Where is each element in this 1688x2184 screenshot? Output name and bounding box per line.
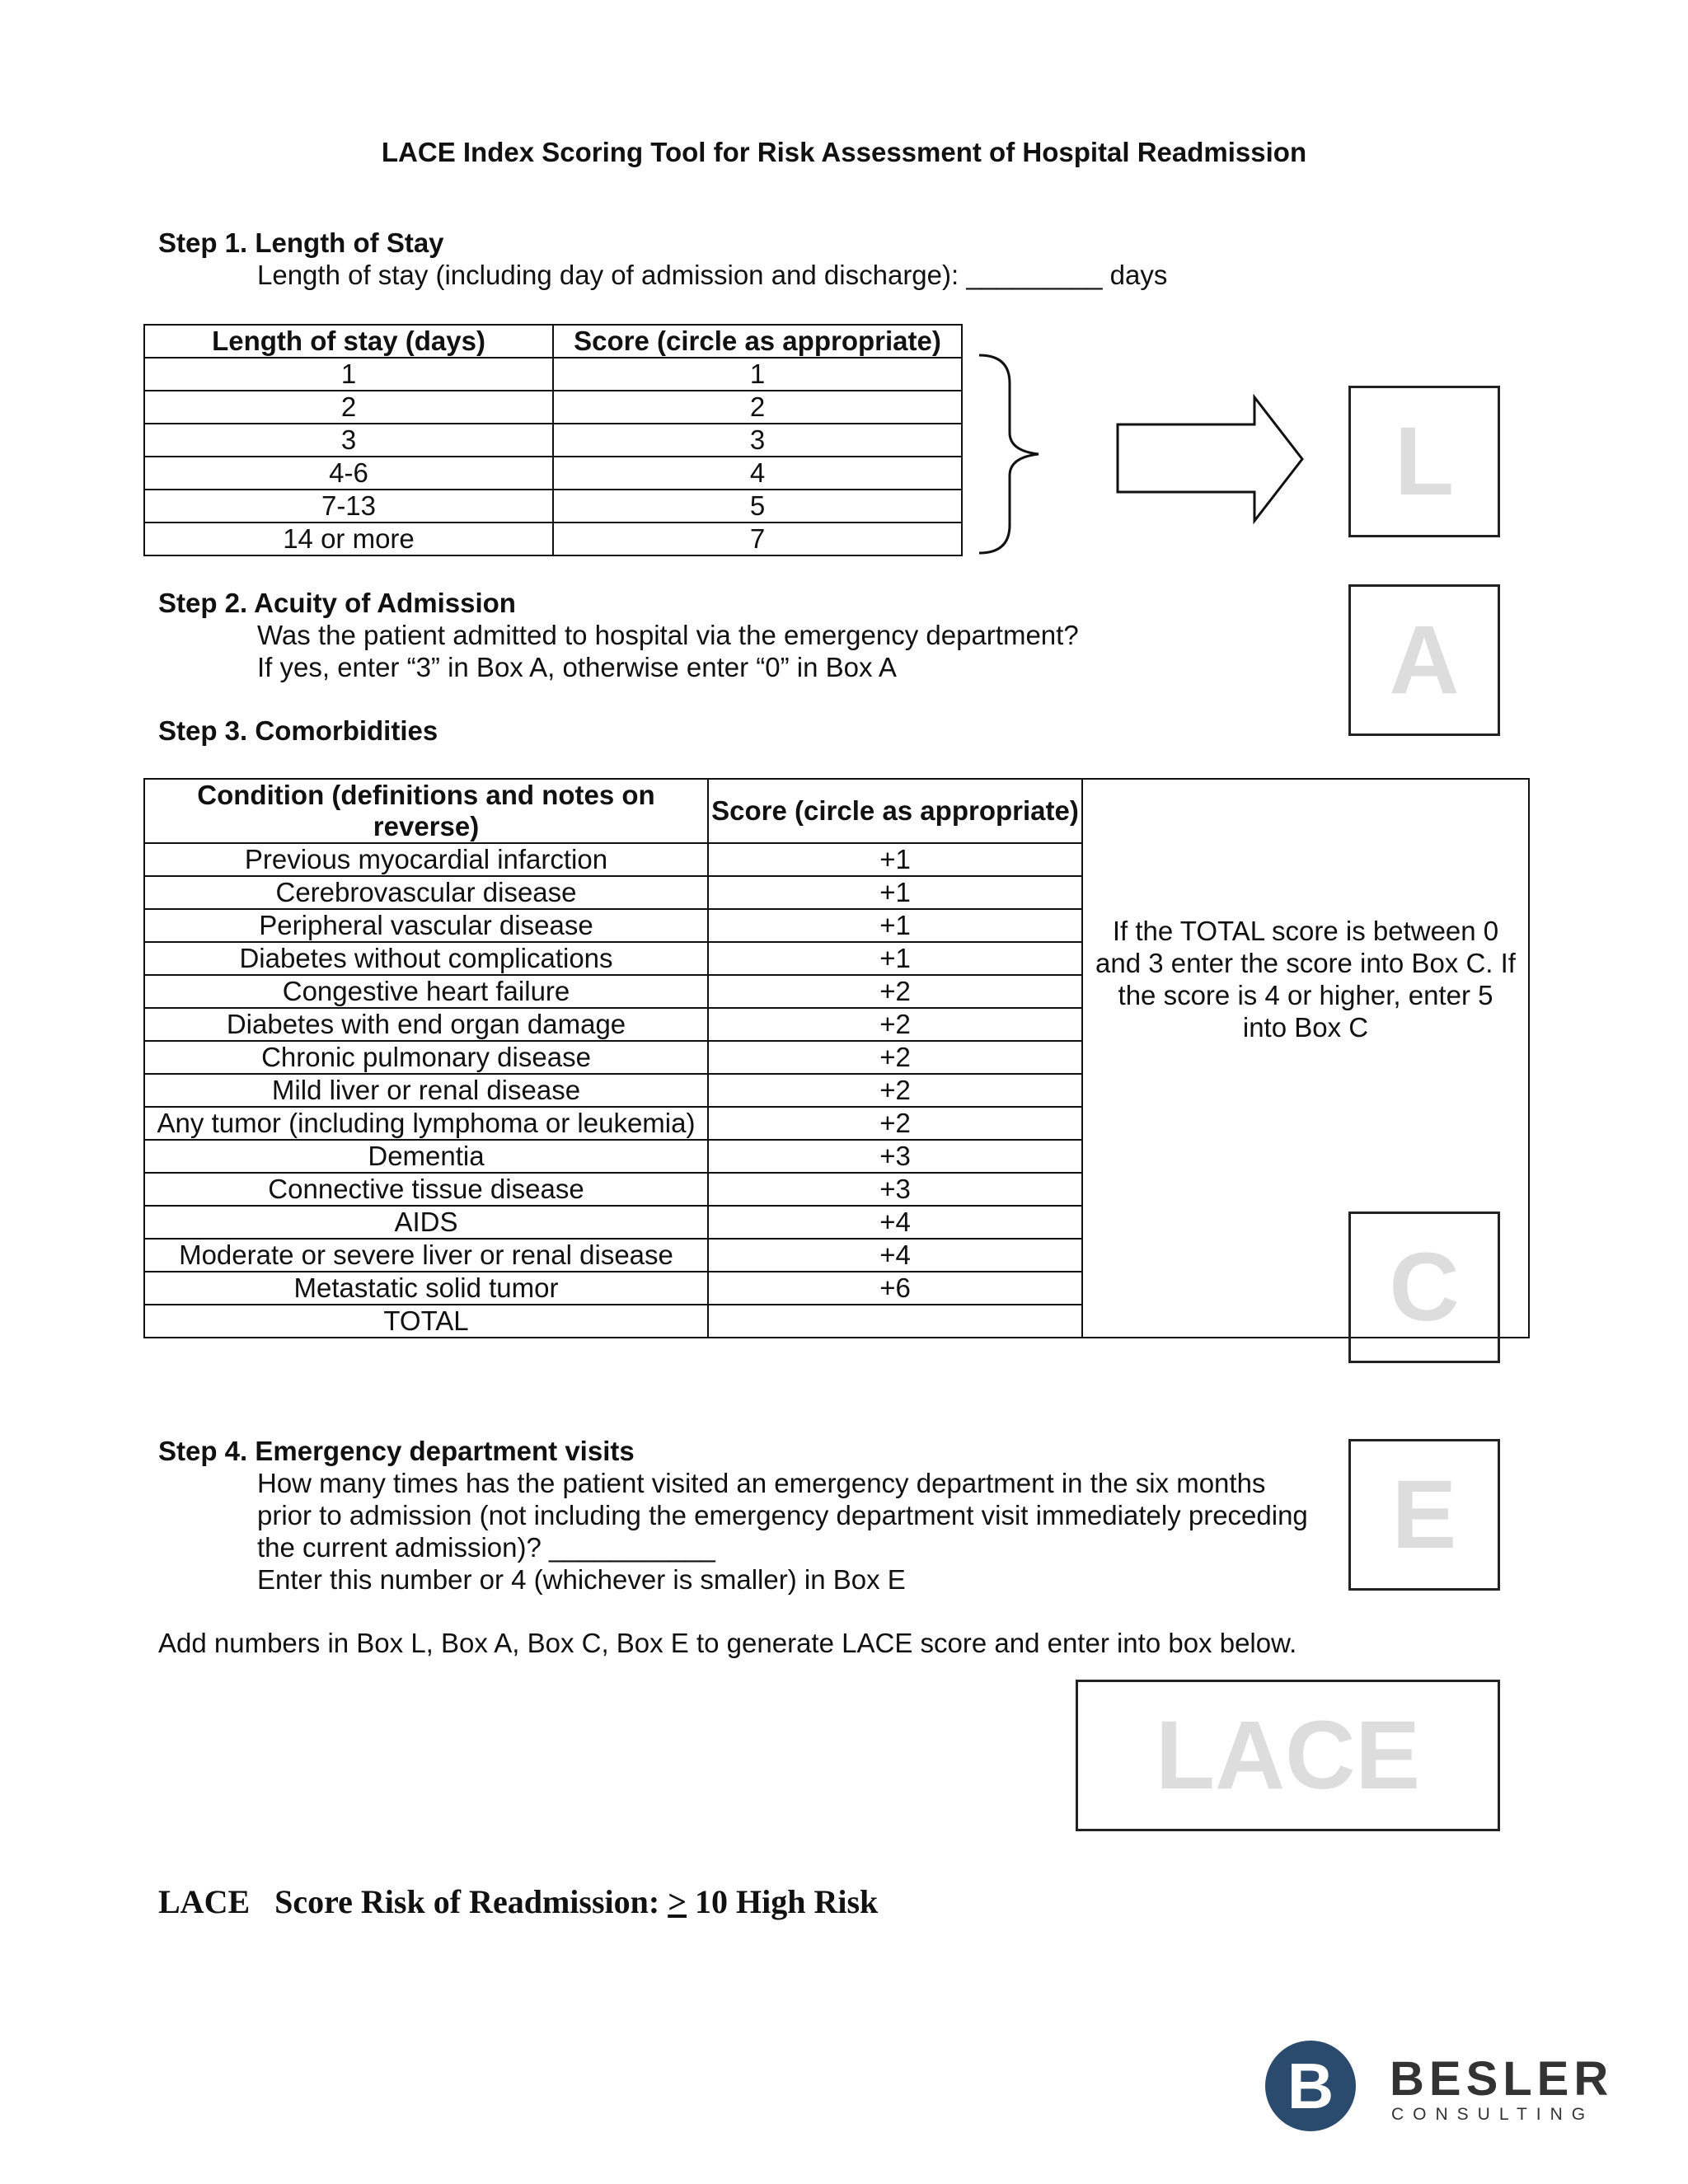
right-arrow-icon <box>1113 394 1306 526</box>
condition-cell: Diabetes without complications <box>144 942 708 975</box>
condition-cell: Any tumor (including lymphoma or leukemia) <box>144 1107 708 1140</box>
step1-prompt: Length of stay (including day of admission and discharge): _________ days <box>257 260 1168 290</box>
score-cell[interactable]: +3 <box>708 1140 1082 1173</box>
besler-logo-icon: B <box>1265 2041 1356 2131</box>
score-cell[interactable]: +2 <box>708 1107 1082 1140</box>
score-cell[interactable]: +2 <box>708 1074 1082 1107</box>
table-row <box>144 490 962 523</box>
condition-cell: Cerebrovascular disease <box>144 876 708 909</box>
box-l[interactable]: L <box>1348 386 1500 537</box>
step4-line1: How many times has the patient visited an emergency department in the six months <box>257 1468 1266 1498</box>
score-header: Score (circle as appropriate) <box>708 779 1082 843</box>
table-header-row <box>144 779 1529 843</box>
table-header-row <box>144 325 962 358</box>
los-header-score: Score (circle as appropriate) <box>553 325 962 358</box>
summary-instruction: Add numbers in Box L, Box A, Box C, Box E to generate LACE score and enter into box below. <box>158 1628 1297 1658</box>
los-days-cell: 7-13 <box>144 490 553 523</box>
condition-cell: Metastatic solid tumor <box>144 1272 708 1305</box>
step2-heading: Step 2. Acuity of Admission <box>158 588 516 618</box>
score-cell[interactable]: +1 <box>708 843 1082 876</box>
risk-footer-suffix: 10 High Risk <box>694 1883 879 1920</box>
curly-brace-icon <box>973 350 1055 556</box>
los-score-cell[interactable]: 7 <box>553 523 962 555</box>
step3-heading: Step 3. Comorbidities <box>158 715 438 746</box>
logo-tagline: CONSULTING <box>1391 2105 1595 2124</box>
condition-cell: Mild liver or renal disease <box>144 1074 708 1107</box>
los-days-cell: 14 or more <box>144 523 553 555</box>
condition-cell: Previous myocardial infarction <box>144 843 708 876</box>
los-header-days: Length of stay (days) <box>144 325 553 358</box>
length-of-stay-table <box>143 324 963 556</box>
step1-heading: Step 1. Length of Stay <box>158 227 444 258</box>
los-days-cell: 2 <box>144 391 553 424</box>
page-title: LACE Index Scoring Tool for Risk Assessment of Hospital Readmission <box>381 137 1307 167</box>
total-label: TOTAL <box>144 1305 708 1338</box>
step4-line4: Enter this number or 4 (whichever is smaller) in Box E <box>257 1564 906 1595</box>
los-score-cell[interactable]: 1 <box>553 358 962 391</box>
score-cell[interactable]: +2 <box>708 1008 1082 1041</box>
risk-footer <box>158 1882 878 1921</box>
condition-cell: Moderate or severe liver or renal disease <box>144 1239 708 1272</box>
los-days-cell: 4-6 <box>144 457 553 490</box>
step4-line2: prior to admission (not including the emergency department visit immediately preceding <box>257 1500 1308 1530</box>
los-score-cell[interactable]: 4 <box>553 457 962 490</box>
table-row <box>144 424 962 457</box>
score-cell[interactable]: +1 <box>708 942 1082 975</box>
box-c[interactable]: C <box>1348 1212 1500 1363</box>
los-score-cell[interactable]: 3 <box>553 424 962 457</box>
condition-cell: Connective tissue disease <box>144 1173 708 1206</box>
box-e[interactable]: E <box>1348 1439 1500 1591</box>
step2-instruction: If yes, enter “3” in Box A, otherwise enter “0” in Box A <box>257 652 897 682</box>
table-row <box>144 457 962 490</box>
score-cell[interactable]: +6 <box>708 1272 1082 1305</box>
risk-footer-prefix: LACE Score Risk of Readmission: <box>158 1883 660 1920</box>
logo-wordmark: BESLER <box>1390 2052 1614 2106</box>
box-c-instruction: If the TOTAL score is between 0 and 3 enter the score into Box C. If the score is 4 or higher, enter 5 into Box C <box>1095 916 1516 1043</box>
los-score-cell[interactable]: 5 <box>553 490 962 523</box>
step4-line3: the current admission)? ___________ <box>257 1532 715 1563</box>
score-cell[interactable]: +4 <box>708 1239 1082 1272</box>
score-cell[interactable]: +1 <box>708 909 1082 942</box>
table-row <box>144 358 962 391</box>
box-lace[interactable]: LACE <box>1076 1680 1500 1831</box>
condition-cell: Congestive heart failure <box>144 975 708 1008</box>
comorbidities-table <box>143 778 1530 1338</box>
score-cell[interactable]: +2 <box>708 975 1082 1008</box>
greater-equal-symbol: > <box>668 1883 687 1920</box>
step4-heading: Step 4. Emergency department visits <box>158 1436 635 1466</box>
score-cell[interactable]: +4 <box>708 1206 1082 1239</box>
condition-cell: Chronic pulmonary disease <box>144 1041 708 1074</box>
condition-cell: Peripheral vascular disease <box>144 909 708 942</box>
condition-header: Condition (definitions and notes on reverse) <box>144 779 708 843</box>
los-days-cell: 1 <box>144 358 553 391</box>
los-days-cell: 3 <box>144 424 553 457</box>
score-cell[interactable]: +3 <box>708 1173 1082 1206</box>
table-row <box>144 391 962 424</box>
condition-cell: Diabetes with end organ damage <box>144 1008 708 1041</box>
total-score-cell[interactable] <box>708 1305 1082 1338</box>
score-cell[interactable]: +1 <box>708 876 1082 909</box>
table-row <box>144 523 962 555</box>
box-a[interactable]: A <box>1348 584 1500 736</box>
los-score-cell[interactable]: 2 <box>553 391 962 424</box>
condition-cell: AIDS <box>144 1206 708 1239</box>
condition-cell: Dementia <box>144 1140 708 1173</box>
score-cell[interactable]: +2 <box>708 1041 1082 1074</box>
step2-question: Was the patient admitted to hospital via the emergency department? <box>257 620 1079 650</box>
